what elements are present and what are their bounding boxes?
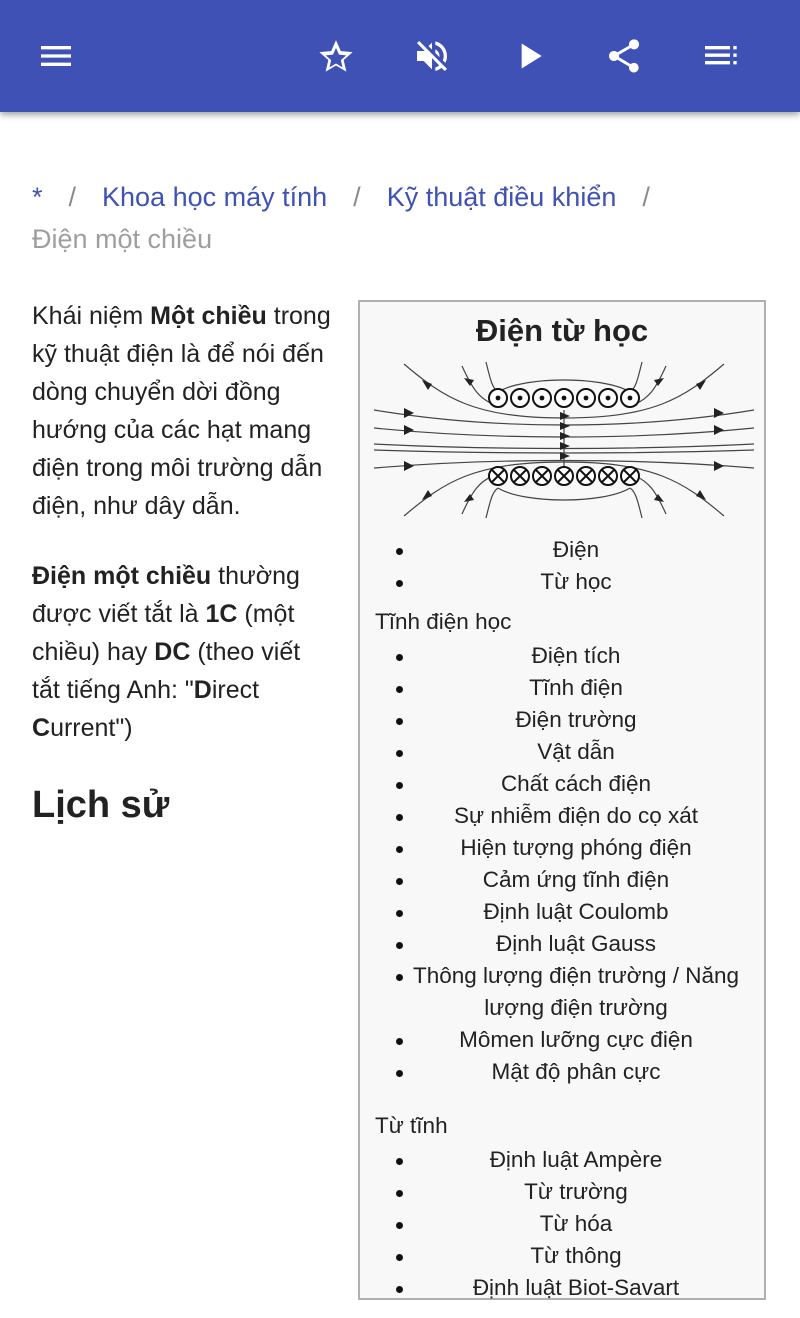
breadcrumb-separator: /: [68, 182, 77, 212]
bold-term: Điện một chiều: [32, 562, 212, 590]
infobox-link[interactable]: Vật dẫn: [360, 736, 764, 768]
share-button[interactable]: [596, 28, 652, 84]
bold-term: DC: [154, 638, 191, 666]
infobox-link[interactable]: Từ học: [360, 566, 764, 598]
bookmark-button[interactable]: [308, 28, 364, 84]
mute-button[interactable]: [404, 28, 460, 84]
play-button[interactable]: [502, 28, 558, 84]
infobox-link[interactable]: Cảm ứng tĩnh điện: [360, 864, 764, 896]
breadcrumb-separator: /: [642, 182, 650, 212]
infobox-link[interactable]: Định luật Coulomb: [360, 896, 764, 928]
infobox-section-list: [360, 1144, 764, 1304]
bold-term: 1C: [205, 600, 238, 628]
volume-off-icon: [412, 36, 452, 76]
playlist-icon: [700, 36, 740, 76]
infobox-link[interactable]: Từ hóa: [360, 1208, 764, 1240]
infobox-link[interactable]: Điện tích: [360, 640, 764, 672]
infobox-link[interactable]: Thông lượng điện trường / Năng lượng điện trường: [360, 960, 764, 1024]
bold-term: C: [32, 714, 51, 742]
bold-term: D: [193, 676, 212, 704]
app-bar: [0, 0, 800, 112]
infobox-link[interactable]: Từ trường: [360, 1176, 764, 1208]
infobox-link[interactable]: Điện trường: [360, 704, 764, 736]
breadcrumb: [32, 176, 772, 260]
breadcrumb-current: Điện một chiều: [32, 224, 213, 254]
contents-button[interactable]: [692, 28, 748, 84]
text: Khái niệm: [32, 302, 151, 330]
text: (một chiều) hay: [32, 600, 295, 666]
text: thường được viết tắt là: [32, 562, 300, 628]
share-icon: [604, 36, 644, 76]
text: trong kỹ thuật điện là để nói đến dòng chuyển dời đồng hướng của các hạt mang điện trong môi trường dẫn điện, như dây dẫn.: [32, 302, 331, 520]
infobox-link[interactable]: Mật độ phân cực: [360, 1056, 764, 1088]
breadcrumb-item-control-engineering[interactable]: Kỹ thuật điều khiển: [386, 182, 617, 212]
infobox-section-label: Tĩnh điện học: [375, 609, 512, 634]
infobox-top-list: [360, 534, 764, 598]
magnetic-field-diagram: [374, 358, 754, 520]
breadcrumb-item-root[interactable]: *: [32, 182, 43, 212]
infobox-link[interactable]: Từ thông: [360, 1240, 764, 1272]
infobox-title: Điện từ học: [475, 313, 649, 348]
infobox-section-label: Từ tĩnh: [375, 1113, 448, 1138]
infobox-link[interactable]: Sự nhiễm điện do cọ xát: [360, 800, 764, 832]
text: irect: [211, 676, 260, 704]
text: urrent"): [50, 714, 133, 742]
article-paragraph-1: [32, 297, 332, 525]
article-paragraph-2: [32, 557, 332, 747]
menu-button[interactable]: [28, 28, 84, 84]
infobox-link[interactable]: Định luật Gauss: [360, 928, 764, 960]
infobox-link[interactable]: Hiện tượng phóng điện: [360, 832, 764, 864]
article-body: [32, 297, 332, 831]
spacer: [360, 1304, 764, 1318]
infobox-link[interactable]: Định luật Biot-Savart: [360, 1272, 764, 1304]
breadcrumb-separator: /: [353, 182, 361, 212]
section-heading-history: Lịch sử: [32, 784, 170, 826]
menu-icon: [36, 36, 76, 76]
infobox-link[interactable]: Tĩnh điện: [360, 672, 764, 704]
infobox-section-list: [360, 640, 764, 1088]
infobox-link[interactable]: Điện: [360, 534, 764, 566]
star-icon: [316, 36, 356, 76]
infobox-link[interactable]: Chất cách điện: [360, 768, 764, 800]
infobox: [358, 300, 766, 1300]
text: (theo viết tắt tiếng Anh: ": [32, 638, 301, 704]
infobox-link[interactable]: Mômen lưỡng cực điện: [360, 1024, 764, 1056]
infobox-link[interactable]: Định luật Ampère: [360, 1144, 764, 1176]
breadcrumb-item-computer-science[interactable]: Khoa học máy tính: [102, 182, 328, 212]
spacer: [360, 1088, 764, 1102]
play-icon: [510, 36, 550, 76]
bold-term: Một chiều: [150, 302, 267, 330]
